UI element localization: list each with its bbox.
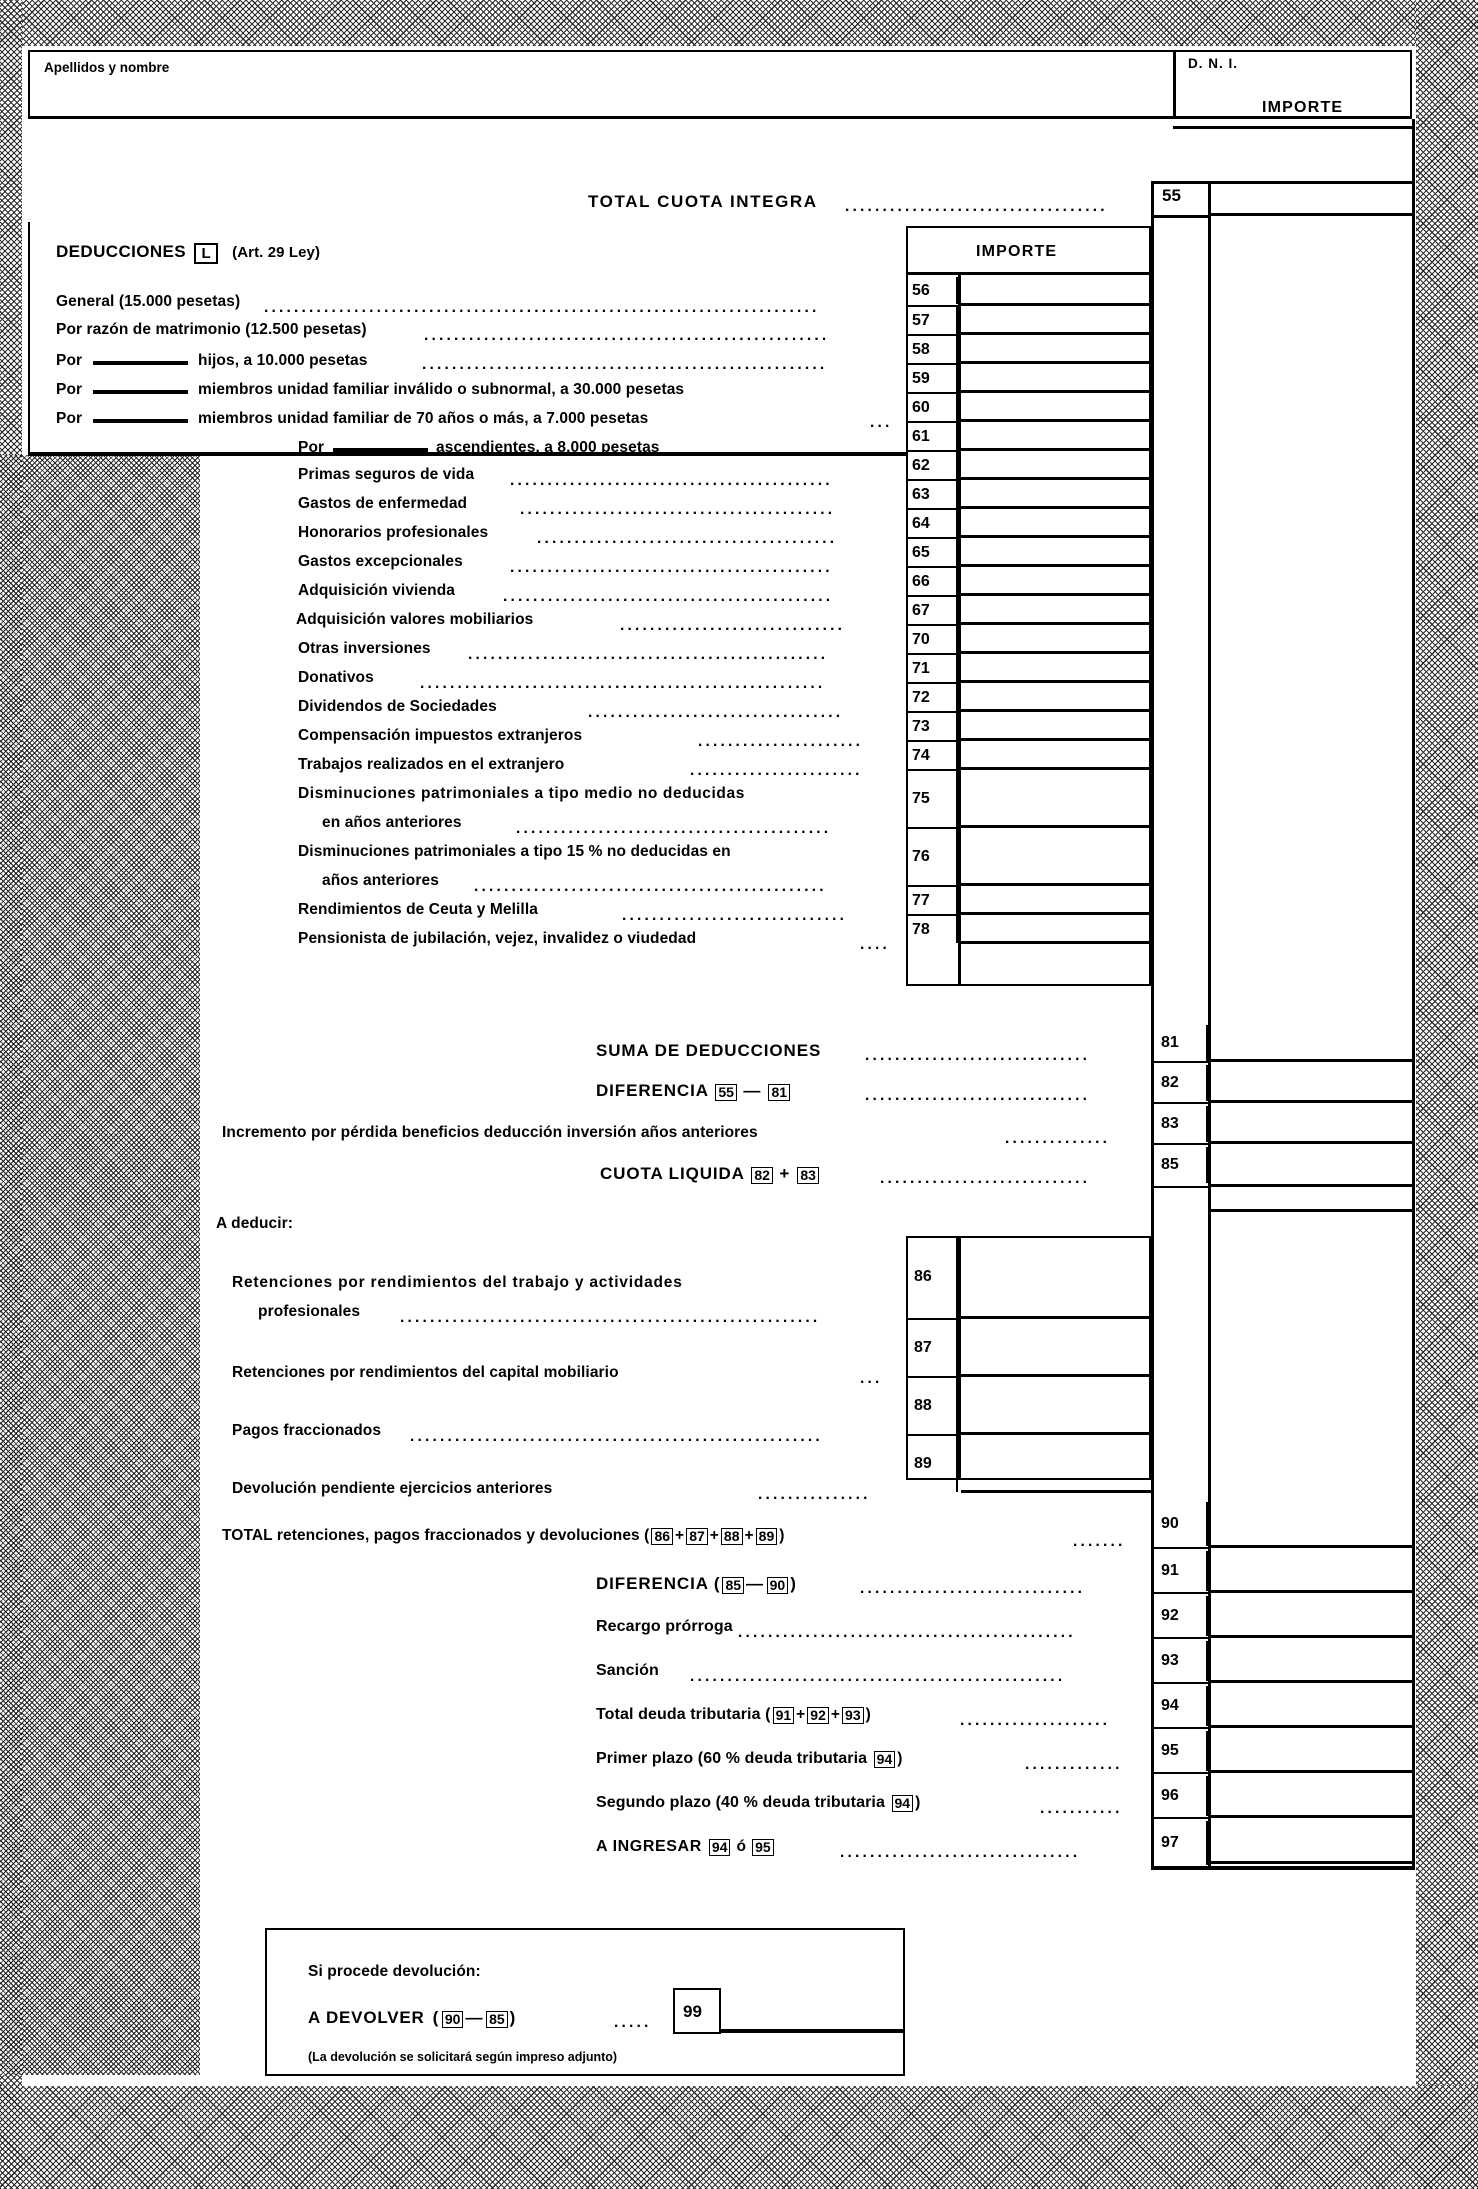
deduction-row-62: Primas seguros de vida <box>298 466 475 483</box>
value-line-72 <box>961 709 1151 712</box>
numcell-94: 94 <box>1151 1686 1208 1726</box>
value-line-93 <box>1211 1680 1412 1683</box>
numcell-75: 75 <box>906 771 958 827</box>
deduction-post-61: ascendientes, a 8.000 pesetas <box>436 439 660 456</box>
leader-dots-cuota-integra: ................................... <box>845 198 1108 214</box>
deduction-row-73: Compensación impuestos extranjeros <box>298 727 583 744</box>
code-ref-90b: 90 <box>767 1577 789 1594</box>
leader-dots-93: .................................................. <box>690 1668 1066 1684</box>
deduction-pre-60: Por <box>56 410 83 427</box>
deduction-post-58: hijos, a 10.000 pesetas <box>198 352 368 369</box>
value-line-76 <box>961 883 1151 886</box>
leader-dots-87: ... <box>860 1370 883 1386</box>
numcell-92: 92 <box>1151 1596 1208 1636</box>
primer-plazo-row <box>596 1750 903 1768</box>
code-ref-92: 92 <box>807 1707 829 1724</box>
deduction-row-75-line2: en años anteriores <box>322 814 462 831</box>
value-line-60 <box>961 419 1151 422</box>
numcell-90: 90 <box>1151 1502 1208 1546</box>
numcell-62: 62 <box>906 452 958 479</box>
value-line-95 <box>1211 1770 1412 1773</box>
open-paren-99: ( <box>432 2008 440 2027</box>
code-ref-81: 81 <box>768 1084 790 1101</box>
minus-op-2: — <box>746 1574 765 1593</box>
value-line-59 <box>961 390 1151 393</box>
value-line-67 <box>961 622 1151 625</box>
leader-dots-61: ........... <box>778 443 861 459</box>
numcell-88: 88 <box>906 1378 958 1434</box>
code-ref-82: 82 <box>751 1167 773 1184</box>
leader-dots-96: ........... <box>1040 1800 1123 1816</box>
leader-dots-90: ....... <box>1073 1533 1126 1549</box>
minus-op-1: — <box>743 1081 762 1100</box>
leader-dots-91: .............................. <box>860 1580 1086 1596</box>
row-rule-83 <box>1151 1143 1211 1145</box>
deduction-pre-59: Por <box>56 381 83 398</box>
deduction-row-56 <box>56 293 240 311</box>
devolucion-title: Si procede devolución: <box>308 1963 481 1980</box>
value-line-83 <box>1211 1141 1412 1144</box>
importe-right-underline <box>1173 126 1412 129</box>
deduction-label-56: General (15.000 pesetas) <box>56 293 241 310</box>
value-line-75 <box>961 825 1151 828</box>
leader-dots-73: ...................... <box>698 733 864 749</box>
a-deducir-row-87: Retenciones por rendimientos del capital mobiliario <box>232 1364 619 1381</box>
diferencia-55-81-row <box>596 1081 792 1101</box>
numcell-78: 78 <box>906 916 958 943</box>
a-devolver-row <box>308 2008 517 2028</box>
deducciones-word: DEDUCCIONES <box>56 242 187 261</box>
deduction-row-63: Gastos de enfermedad <box>298 495 468 512</box>
leader-dots-64: ........................................ <box>537 530 838 546</box>
deduction-pre-58: Por <box>56 352 83 369</box>
value-line-85-second <box>1211 1209 1412 1212</box>
value-line-64 <box>961 535 1151 538</box>
numcell-58: 58 <box>906 336 958 363</box>
row-rule-90 <box>1151 1547 1211 1549</box>
numcell-60: 60 <box>906 394 958 421</box>
scan-margin-right <box>1416 0 1478 2189</box>
code-ref-85c: 85 <box>486 2011 508 2028</box>
deduction-row-61 <box>298 437 660 457</box>
total-retenciones-label: TOTAL retenciones, pagos fraccionados y devoluciones ( <box>222 1527 650 1544</box>
header-rule-under-identity <box>28 116 1412 119</box>
leader-dots-78: .... <box>860 936 891 952</box>
minus-op-3: — <box>465 2008 485 2027</box>
value-line-92 <box>1211 1635 1412 1638</box>
numcell-70: 70 <box>906 626 958 653</box>
code-ref-93: 93 <box>842 1707 864 1724</box>
close-paren-96: ) <box>915 1794 921 1811</box>
numcell-74: 74 <box>906 742 958 769</box>
code-ref-89: 89 <box>756 1528 778 1545</box>
code-ref-83: 83 <box>797 1167 819 1184</box>
primer-plazo-label: Primer plazo (60 % deuda tributaria <box>596 1750 872 1767</box>
value-line-88 <box>961 1432 1151 1435</box>
numcell-59: 59 <box>906 365 958 392</box>
close-paren-95: ) <box>897 1750 903 1767</box>
devolucion-note: (La devolución se solicitará según impreso adjunto) <box>308 2050 618 2064</box>
leader-dots-88: ....................................................... <box>410 1428 823 1444</box>
code-ref-86: 86 <box>651 1528 673 1545</box>
numcell-83: 83 <box>1151 1106 1208 1142</box>
numcell-77: 77 <box>906 887 958 914</box>
join-plus-3: + <box>744 1527 754 1544</box>
leader-dots-92: ............................................. <box>738 1624 1076 1640</box>
numcell-91: 91 <box>1151 1551 1208 1591</box>
value-line-99 <box>721 2029 905 2033</box>
numcell-64: 64 <box>906 510 958 537</box>
row-rule-81 <box>1151 1061 1211 1063</box>
incremento-perdida-label: Incremento por pérdida beneficios deducción inversión años anteriores <box>222 1124 758 1141</box>
fill-blank-58[interactable] <box>93 350 188 365</box>
value-line-63 <box>961 506 1151 509</box>
code-ref-94a: 94 <box>874 1751 896 1768</box>
value-line-70 <box>961 651 1151 654</box>
suma-deducciones-label: SUMA DE DEDUCCIONES <box>596 1041 822 1060</box>
a-deducir-row-86-line2: profesionales <box>258 1303 361 1320</box>
join-plus-4: + <box>796 1706 806 1723</box>
header-divider <box>1173 50 1176 118</box>
leader-dots-99: ..... <box>614 2014 652 2030</box>
deduction-post-60: miembros unidad familiar de 70 años o más, a 7.000 pesetas <box>198 410 649 427</box>
join-plus-2: + <box>709 1527 719 1544</box>
deducciones-title <box>56 242 320 263</box>
deduction-row-59 <box>56 379 684 399</box>
close-paren-90: ) <box>779 1527 785 1544</box>
leader-dots-65: ........................................... <box>510 559 833 575</box>
row-rule-82 <box>1151 1102 1211 1104</box>
row-rule-55 <box>1151 215 1211 218</box>
segundo-plazo-label: Segundo plazo (40 % deuda tributaria <box>596 1794 890 1811</box>
deduction-row-76-line1: Disminuciones patrimoniales a tipo 15 % no deducidas en <box>298 843 731 860</box>
sancion-label: Sanción <box>596 1662 659 1679</box>
a-deducir-row-86-line1: Retenciones por rendimientos del trabajo y actividades <box>232 1274 683 1291</box>
code-ref-95b: 95 <box>752 1839 774 1856</box>
value-line-87 <box>961 1374 1151 1377</box>
right-col-right-rail <box>1412 119 1415 1869</box>
importe-header-mid: IMPORTE <box>976 243 1058 260</box>
row-rule-92 <box>1151 1637 1211 1639</box>
cuota-liquida-label: CUOTA LIQUIDA <box>600 1164 745 1183</box>
leader-dots-56: .......................................................................... <box>264 299 820 315</box>
fill-blank-59[interactable] <box>93 379 188 394</box>
diferencia-2-label: DIFERENCIA ( <box>596 1574 721 1593</box>
deduction-row-65: Gastos excepcionales <box>298 553 463 570</box>
value-line-55 <box>1211 213 1412 216</box>
value-line-78 <box>961 941 1151 944</box>
code-cell-99: 99 <box>683 2002 702 2021</box>
numcell-82: 82 <box>1151 1065 1208 1101</box>
code-ref-85b: 85 <box>722 1577 744 1594</box>
value-line-86 <box>961 1316 1151 1319</box>
row-rule-96 <box>1151 1817 1211 1819</box>
value-line-58 <box>961 361 1151 364</box>
value-line-77 <box>961 912 1151 915</box>
right-col-bottom-rule <box>1151 1866 1415 1870</box>
leader-dots-66: ............................................ <box>503 588 834 604</box>
value-line-62 <box>961 477 1151 480</box>
deduction-row-74: Trabajos realizados en el extranjero <box>298 756 565 773</box>
value-line-66 <box>961 593 1151 596</box>
leader-dots-75: .......................................... <box>516 820 832 836</box>
close-paren-94: ) <box>865 1706 871 1723</box>
numcell-87: 87 <box>906 1320 958 1376</box>
leader-dots-70: ................................................ <box>468 646 829 662</box>
value-line-94 <box>1211 1725 1412 1728</box>
leader-dots-71: ...................................................... <box>420 675 826 691</box>
row-rule-94 <box>1151 1727 1211 1729</box>
leader-dots-95: ............. <box>1025 1756 1123 1772</box>
total-deuda-row <box>596 1706 871 1724</box>
total-deuda-label: Total deuda tributaria ( <box>596 1706 771 1723</box>
deduction-row-57 <box>56 321 367 339</box>
deduction-row-58 <box>56 350 368 370</box>
mid-number-rail <box>958 272 961 986</box>
dni-label: D. N. I. <box>1188 56 1239 71</box>
leader-dots-58: ...................................................... <box>422 356 828 372</box>
join-plus-5: + <box>830 1706 841 1723</box>
plus-op-1: + <box>779 1164 791 1183</box>
cuota-liquida-row <box>600 1164 821 1184</box>
code-ref-55: 55 <box>715 1084 737 1101</box>
scan-margin-top <box>0 0 1478 46</box>
leader-dots-74: ....................... <box>690 762 863 778</box>
leader-dots-72: .................................. <box>588 704 844 720</box>
value-line-73 <box>961 738 1151 741</box>
deduction-row-60 <box>56 408 648 428</box>
a-devolver-label: A DEVOLVER <box>308 2008 425 2027</box>
close-paren-91: ) <box>790 1574 798 1593</box>
a-deducir-row-89: Devolución pendiente ejercicios anteriores <box>232 1480 553 1497</box>
numcell-67: 67 <box>906 597 958 624</box>
a-deducir-row-88: Pagos fraccionados <box>232 1422 382 1439</box>
leader-dots-60: ... <box>870 414 893 430</box>
value-line-74 <box>961 767 1151 770</box>
numcell-66: 66 <box>906 568 958 595</box>
deduction-row-64: Honorarios profesionales <box>298 524 489 541</box>
row-rule-91 <box>1151 1592 1211 1594</box>
a-ingresar-label: A INGRESAR <box>596 1838 707 1855</box>
deduction-label-57: Por razón de matrimonio (12.500 pesetas) <box>56 321 367 338</box>
leader-dots-76: ............................................... <box>474 878 827 894</box>
row-rule-93 <box>1151 1682 1211 1684</box>
scan-margin-bottom <box>0 2085 1478 2189</box>
code-ref-87: 87 <box>686 1528 708 1545</box>
leader-dots-81: .............................. <box>865 1047 1091 1063</box>
value-line-85 <box>1211 1184 1412 1187</box>
fill-blank-60[interactable] <box>93 408 188 423</box>
row-rule-95 <box>1151 1772 1211 1774</box>
leader-dots-94: .................... <box>960 1712 1111 1728</box>
deducciones-letter-box: L <box>194 243 217 264</box>
deduction-row-72: Dividendos de Sociedades <box>298 698 497 715</box>
numcell-96: 96 <box>1151 1776 1208 1816</box>
a-deducir-number-rail <box>958 1236 961 1480</box>
value-line-89 <box>961 1490 1151 1493</box>
scan-margin-left-body-2 <box>22 455 200 2075</box>
numcell-61: 61 <box>906 423 958 450</box>
numcell-86: 86 <box>906 1236 958 1318</box>
value-line-81 <box>1211 1059 1412 1062</box>
numcell-85: 85 <box>1151 1147 1208 1183</box>
numcell-73: 73 <box>906 713 958 740</box>
leader-dots-62: ........................................... <box>510 472 833 488</box>
apellidos-y-nombre-label: Apellidos y nombre <box>44 60 170 75</box>
segundo-plazo-row <box>596 1794 920 1812</box>
total-cuota-integra-label: TOTAL CUOTA INTEGRA <box>588 192 818 211</box>
code-ref-91: 91 <box>773 1707 795 1724</box>
deduction-row-71: Donativos <box>298 669 374 686</box>
leader-dots-83: .............. <box>1005 1130 1111 1146</box>
leader-dots-63: .......................................... <box>520 501 836 517</box>
right-col-top-rule <box>1151 181 1415 184</box>
close-paren-99: ) <box>509 2008 517 2027</box>
code-ref-90c: 90 <box>442 2011 464 2028</box>
deduction-row-78: Pensionista de jubilación, vejez, invalidez o viudedad <box>298 930 697 947</box>
numcell-89: 89 <box>906 1436 958 1492</box>
code-ref-94b: 94 <box>892 1795 914 1812</box>
value-line-82 <box>1211 1100 1412 1103</box>
numcell-65: 65 <box>906 539 958 566</box>
leader-dots-67: .............................. <box>620 617 846 633</box>
value-line-56 <box>961 303 1151 306</box>
numcell-95: 95 <box>1151 1731 1208 1771</box>
deduction-post-59: miembros unidad familiar inválido o subnormal, a 30.000 pesetas <box>198 381 685 398</box>
leader-dots-85: ............................ <box>880 1170 1091 1186</box>
numcell-63: 63 <box>906 481 958 508</box>
numcell-81: 81 <box>1151 1025 1208 1061</box>
leader-dots-86: ........................................................ <box>400 1309 821 1325</box>
leader-dots-77: .............................. <box>622 907 848 923</box>
deduction-row-76-line2: años anteriores <box>322 872 439 889</box>
numcell-57: 57 <box>906 307 958 334</box>
code-ref-94c: 94 <box>709 1839 731 1856</box>
numcell-93: 93 <box>1151 1641 1208 1681</box>
leader-dots-57: ...................................................... <box>424 327 830 343</box>
recargo-prorroga-label: Recargo prórroga <box>596 1618 733 1635</box>
deduction-pre-61: Por <box>298 439 325 456</box>
diferencia-label: DIFERENCIA <box>596 1081 709 1100</box>
diferencia-85-90-row <box>596 1574 797 1594</box>
value-line-96 <box>1211 1815 1412 1818</box>
value-line-97 <box>1211 1861 1412 1864</box>
row-rule-85 <box>1151 1186 1211 1188</box>
value-line-90 <box>1211 1545 1412 1548</box>
numcell-97: 97 <box>1151 1821 1208 1865</box>
deduction-row-66: Adquisición vivienda <box>298 582 456 599</box>
numcell-56: 56 <box>906 277 958 304</box>
numcell-72: 72 <box>906 684 958 711</box>
leader-dots-82: .............................. <box>865 1087 1091 1103</box>
value-line-91 <box>1211 1590 1412 1593</box>
value-line-61 <box>961 448 1151 451</box>
value-line-57 <box>961 332 1151 335</box>
o-joiner: ó <box>736 1838 747 1855</box>
importe-header-right: IMPORTE <box>1262 99 1344 116</box>
code-cell-55: 55 <box>1162 186 1181 205</box>
leader-dots-89: ............... <box>758 1486 871 1502</box>
deducciones-article: (Art. 29 Ley) <box>232 244 321 261</box>
deduction-row-67: Adquisición valores mobiliarios <box>296 611 534 628</box>
a-ingresar-row <box>596 1838 776 1856</box>
fill-blank-61[interactable] <box>333 437 428 452</box>
value-line-65 <box>961 564 1151 567</box>
join-plus-1: + <box>675 1527 685 1544</box>
a-deducir-label: A deducir: <box>216 1215 294 1232</box>
deduction-row-77: Rendimientos de Ceuta y Melilla <box>298 901 538 918</box>
right-col-number-rail <box>1208 181 1211 1869</box>
value-line-71 <box>961 680 1151 683</box>
importe-mid-underline <box>906 272 1151 275</box>
total-retenciones-row <box>222 1527 785 1545</box>
code-ref-88: 88 <box>721 1528 743 1545</box>
leader-dots-97: ................................ <box>840 1844 1081 1860</box>
numcell-76: 76 <box>906 829 958 885</box>
deduction-row-70: Otras inversiones <box>298 640 431 657</box>
numcell-71: 71 <box>906 655 958 682</box>
deduction-row-75-line1: Disminuciones patrimoniales a tipo medio no deducidas <box>298 785 745 802</box>
